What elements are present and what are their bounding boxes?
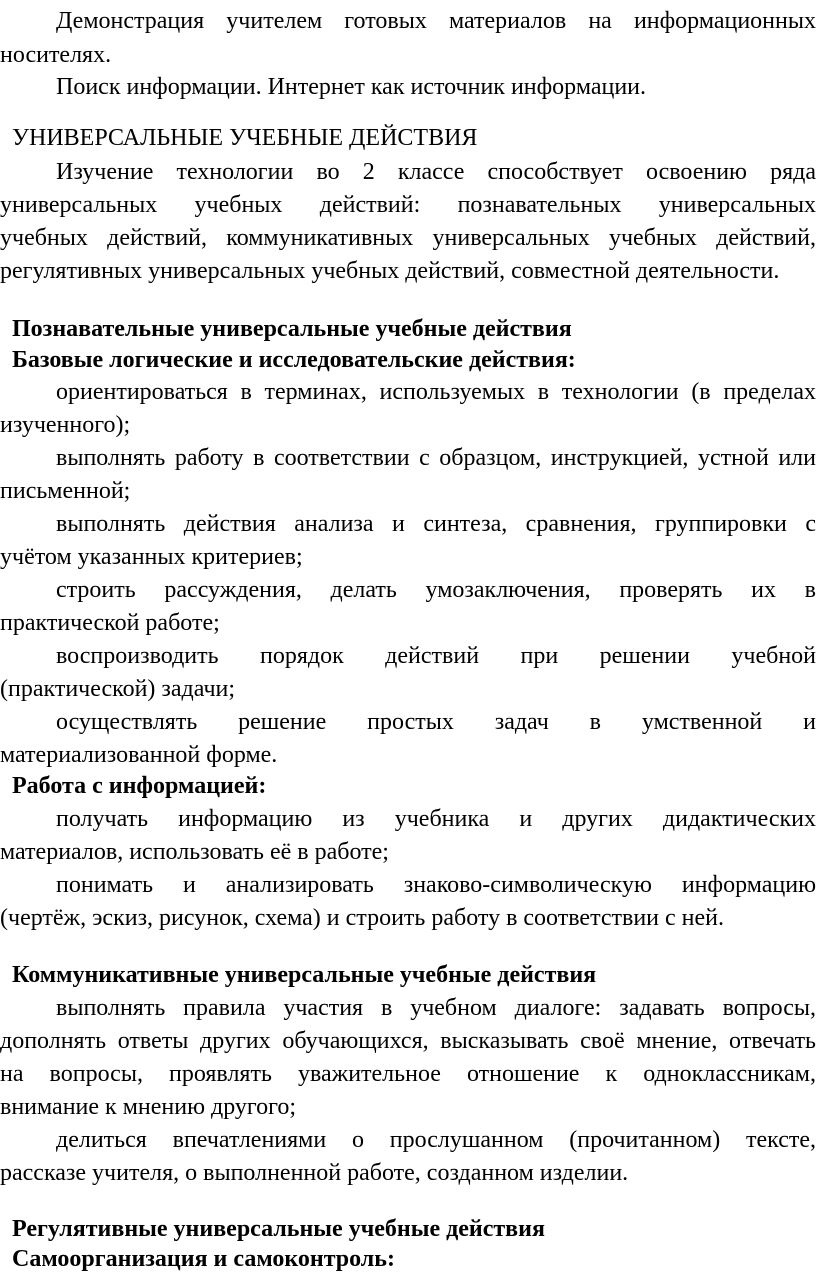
paragraph-line: Изучение технологии во 2 классе способствует освоению ряда: [56, 159, 816, 185]
list-item-line: письменной;: [0, 478, 131, 504]
list-item-line: осуществлять решение простых задач в умственной и: [56, 709, 816, 735]
subsection-subheading: Базовые логические и исследовательские действия:: [12, 347, 576, 373]
subsection-heading: Регулятивные универсальные учебные действия: [12, 1216, 545, 1242]
list-item-line: строить рассуждения, делать умозаключения, проверять их в: [56, 577, 816, 603]
list-item-line: выполнять правила участия в учебном диалоге: задавать вопросы,: [56, 995, 816, 1021]
list-item-line: материализованной форме.: [0, 742, 278, 768]
list-item-line: выполнять действия анализа и синтеза, сравнения, группировки с: [56, 511, 816, 537]
list-item-line: рассказе учителя, о выполненной работе, созданном изделии.: [0, 1160, 629, 1186]
subsection-heading: Коммуникативные универсальные учебные действия: [12, 962, 597, 988]
paragraph-line: Демонстрация учителем готовых материалов на информационных: [56, 8, 816, 34]
list-item-line: ориентироваться в терминах, используемых в технологии (в пределах: [56, 379, 816, 405]
paragraph-line: учебных действий, коммуникативных универсальных учебных действий,: [0, 225, 816, 251]
list-item-line: материалов, использовать её в работе;: [0, 839, 389, 865]
list-item-line: воспроизводить порядок действий при решении учебной: [56, 643, 816, 669]
subsection-subheading: Самоорганизация и самоконтроль:: [12, 1246, 395, 1272]
paragraph-line: Поиск информации. Интернет как источник информации.: [56, 74, 647, 100]
list-item-line: получать информацию из учебника и других дидактических: [56, 806, 816, 832]
subsection-subheading: Работа с информацией:: [12, 773, 267, 799]
list-item-line: внимание к мнению другого;: [0, 1094, 297, 1120]
paragraph-line: регулятивных универсальных учебных действий, совместной деятельности.: [0, 258, 780, 284]
list-item-line: на вопросы, проявлять уважительное отношение к одноклассникам,: [0, 1061, 816, 1087]
list-item-line: делиться впечатлениями о прослушанном (прочитанном) тексте,: [56, 1127, 816, 1153]
list-item-line: (чертёж, эскиз, рисунок, схема) и строить работу в соответствии с ней.: [0, 905, 725, 931]
list-item-line: дополнять ответы других обучающихся, высказывать своё мнение, отвечать: [0, 1028, 816, 1054]
list-item-line: практической работе;: [0, 610, 220, 636]
section-heading: УНИВЕРСАЛЬНЫЕ УЧЕБНЫЕ ДЕЙСТВИЯ: [12, 125, 478, 151]
paragraph-line: универсальных учебных действий: познавательных универсальных: [0, 192, 816, 218]
list-item-line: учётом указанных критериев;: [0, 544, 303, 570]
list-item-line: (практической) задачи;: [0, 676, 236, 702]
list-item-line: выполнять работу в соответствии с образцом, инструкцией, устной или: [56, 445, 816, 471]
paragraph-line: носителях.: [0, 42, 112, 68]
subsection-heading: Познавательные универсальные учебные действия: [12, 316, 572, 342]
list-item-line: понимать и анализировать знаково-символическую информацию: [56, 872, 816, 898]
list-item-line: изученного);: [0, 412, 131, 438]
